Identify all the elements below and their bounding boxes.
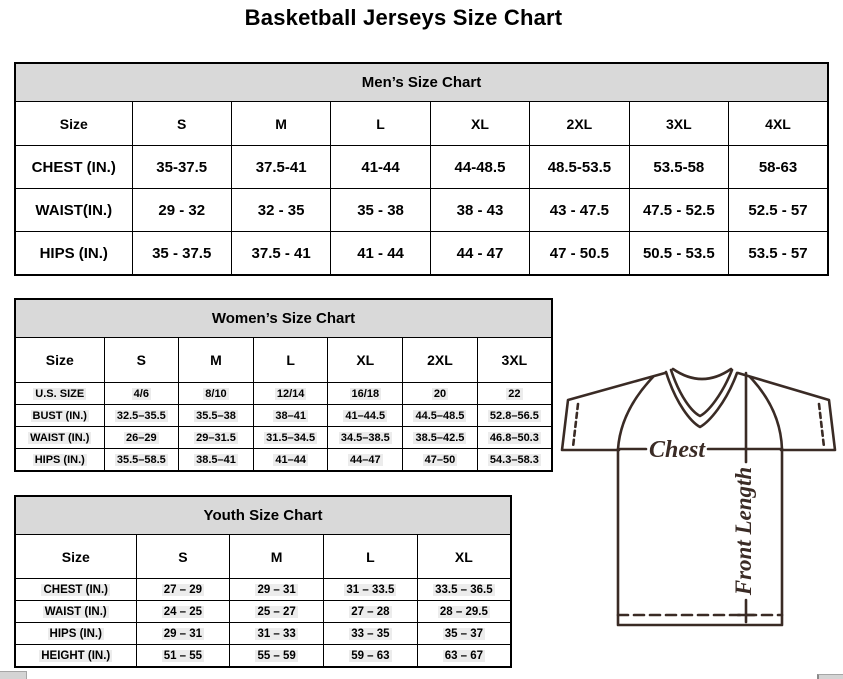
mens-row-label: CHEST (IN.)	[15, 146, 132, 189]
womens-table-row	[15, 405, 552, 427]
youth-cell-value: 28 – 29.5	[417, 601, 511, 623]
youth-size-header: Size	[15, 535, 136, 579]
jersey-right-sleeve-seam	[819, 404, 824, 447]
womens-cell-value: 38.5–42.5	[403, 427, 478, 449]
mens-table-row	[15, 189, 828, 232]
mens-cell-value: 44-48.5	[430, 146, 529, 189]
mens-row-label: HIPS (IN.)	[15, 232, 132, 276]
youth-cell-value: 31 – 33	[230, 623, 324, 645]
womens-cell-value: 54.3–58.3	[477, 449, 552, 472]
womens-cell-value: 44.5–48.5	[403, 405, 478, 427]
womens-col-header-m: M	[179, 338, 254, 383]
womens-table-row	[15, 383, 552, 405]
womens-table-row	[15, 427, 552, 449]
youth-row-label: HIPS (IN.)	[15, 623, 136, 645]
womens-col-header-2xl: 2XL	[403, 338, 478, 383]
youth-cell-value: 55 – 59	[230, 645, 324, 668]
mens-table-row	[15, 232, 828, 276]
jersey-collar-back	[673, 369, 731, 379]
womens-row-label: U.S. SIZE	[15, 383, 104, 405]
mens-cell-value: 58-63	[729, 146, 828, 189]
youth-table-row	[15, 579, 511, 601]
mens-row-label: WAIST(IN.)	[15, 189, 132, 232]
mens-col-header-3xl: 3XL	[629, 102, 728, 146]
womens-row-label: BUST (IN.)	[15, 405, 104, 427]
womens-cell-value: 26–29	[104, 427, 179, 449]
mens-cell-value: 50.5 - 53.5	[629, 232, 728, 276]
mens-col-header-xl: XL	[430, 102, 529, 146]
jersey-measurement-diagram	[556, 358, 841, 638]
womens-row-label: WAIST (IN.)	[15, 427, 104, 449]
mens-cell-value: 37.5-41	[231, 146, 330, 189]
womens-cell-value: 35.5–38	[179, 405, 254, 427]
youth-cell-value: 27 – 29	[136, 579, 230, 601]
womens-cell-value: 29–31.5	[179, 427, 254, 449]
mens-cell-value: 29 - 32	[132, 189, 231, 232]
womens-cell-value: 12/14	[253, 383, 328, 405]
jersey-left-armhole	[618, 377, 653, 449]
womens-cell-value: 32.5–35.5	[104, 405, 179, 427]
mens-size-table	[14, 62, 829, 276]
mens-col-header-4xl: 4XL	[729, 102, 828, 146]
youth-table-row	[15, 601, 511, 623]
mens-col-header-2xl: 2XL	[530, 102, 629, 146]
womens-cell-value: 38.5–41	[179, 449, 254, 472]
womens-cell-value: 34.5–38.5	[328, 427, 403, 449]
womens-cell-value: 20	[403, 383, 478, 405]
womens-col-header-xl: XL	[328, 338, 403, 383]
womens-table-row	[15, 449, 552, 472]
mens-cell-value: 44 - 47	[430, 232, 529, 276]
mens-col-header-m: M	[231, 102, 330, 146]
womens-cell-value: 8/10	[179, 383, 254, 405]
youth-size-table	[14, 495, 512, 668]
womens-cell-value: 46.8–50.3	[477, 427, 552, 449]
mens-cell-value: 47 - 50.5	[530, 232, 629, 276]
mens-cell-value: 37.5 - 41	[231, 232, 330, 276]
youth-col-header-s: S	[136, 535, 230, 579]
womens-size-table	[14, 298, 553, 472]
mens-cell-value: 52.5 - 57	[729, 189, 828, 232]
womens-cell-value: 35.5–58.5	[104, 449, 179, 472]
youth-row-label: CHEST (IN.)	[15, 579, 136, 601]
mens-table-title: Men’s Size Chart	[15, 63, 828, 102]
womens-col-header-s: S	[104, 338, 179, 383]
womens-cell-value: 31.5–34.5	[253, 427, 328, 449]
youth-table-title: Youth Size Chart	[15, 496, 511, 535]
mens-cell-value: 35 - 38	[331, 189, 430, 232]
mens-cell-value: 43 - 47.5	[530, 189, 629, 232]
womens-cell-value: 52.8–56.5	[477, 405, 552, 427]
womens-cell-value: 47–50	[403, 449, 478, 472]
mens-cell-value: 35-37.5	[132, 146, 231, 189]
front-length-label: Front Length	[731, 466, 756, 596]
youth-row-label: HEIGHT (IN.)	[15, 645, 136, 668]
scrollbar-fragment-right[interactable]	[817, 674, 843, 679]
chest-label: Chest	[648, 437, 706, 463]
youth-cell-value: 25 – 27	[230, 601, 324, 623]
mens-cell-value: 38 - 43	[430, 189, 529, 232]
womens-col-header-3xl: 3XL	[477, 338, 552, 383]
mens-cell-value: 41-44	[331, 146, 430, 189]
womens-cell-value: 41–44.5	[328, 405, 403, 427]
mens-col-header-s: S	[132, 102, 231, 146]
youth-col-header-xl: XL	[417, 535, 511, 579]
youth-table-row	[15, 623, 511, 645]
mens-cell-value: 53.5-58	[629, 146, 728, 189]
youth-col-header-m: M	[230, 535, 324, 579]
youth-table-row	[15, 645, 511, 668]
mens-cell-value: 35 - 37.5	[132, 232, 231, 276]
youth-col-header-l: L	[324, 535, 418, 579]
jersey-right-armhole	[750, 377, 782, 449]
youth-cell-value: 24 – 25	[136, 601, 230, 623]
mens-cell-value: 48.5-53.5	[530, 146, 629, 189]
youth-cell-value: 29 – 31	[230, 579, 324, 601]
youth-cell-value: 29 – 31	[136, 623, 230, 645]
mens-cell-value: 32 - 35	[231, 189, 330, 232]
jersey-collar-inner	[671, 370, 732, 416]
womens-table-title: Women’s Size Chart	[15, 299, 552, 338]
youth-cell-value: 33 – 35	[324, 623, 418, 645]
womens-col-header-l: L	[253, 338, 328, 383]
jersey-right-sleeve	[738, 373, 835, 450]
mens-cell-value: 47.5 - 52.5	[629, 189, 728, 232]
jersey-left-sleeve-seam	[573, 404, 578, 447]
womens-cell-value: 44–47	[328, 449, 403, 472]
mens-cell-value: 41 - 44	[331, 232, 430, 276]
womens-size-header: Size	[15, 338, 104, 383]
mens-cell-value: 53.5 - 57	[729, 232, 828, 276]
womens-cell-value: 41–44	[253, 449, 328, 472]
page-title: Basketball Jerseys Size Chart	[244, 5, 563, 30]
womens-cell-value: 38–41	[253, 405, 328, 427]
youth-row-label: WAIST (IN.)	[15, 601, 136, 623]
youth-cell-value: 63 – 67	[417, 645, 511, 668]
youth-cell-value: 35 – 37	[417, 623, 511, 645]
youth-cell-value: 31 – 33.5	[324, 579, 418, 601]
youth-cell-value: 33.5 – 36.5	[417, 579, 511, 601]
scrollbar-fragment-left[interactable]	[0, 671, 27, 679]
womens-cell-value: 16/18	[328, 383, 403, 405]
youth-cell-value: 51 – 55	[136, 645, 230, 668]
youth-cell-value: 27 – 28	[324, 601, 418, 623]
womens-cell-value: 4/6	[104, 383, 179, 405]
mens-table-row	[15, 146, 828, 189]
mens-col-header-l: L	[331, 102, 430, 146]
youth-cell-value: 59 – 63	[324, 645, 418, 668]
womens-cell-value: 22	[477, 383, 552, 405]
mens-size-header: Size	[15, 102, 132, 146]
womens-row-label: HIPS (IN.)	[15, 449, 104, 472]
jersey-body	[618, 449, 782, 625]
